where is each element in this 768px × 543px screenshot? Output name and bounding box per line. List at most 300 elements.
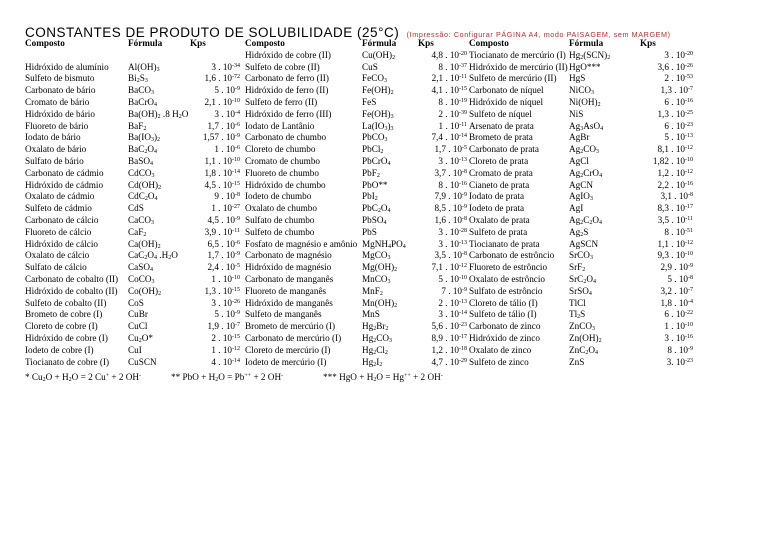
table-row <box>469 121 693 133</box>
ksp-value: 8 . $10^{-19}$ <box>438 96 467 107</box>
ksp-value: 2 . $10^{-39}$ <box>438 108 467 119</box>
compound-formula: $SrC_2O_4$ <box>569 273 596 285</box>
compound-name: Fluoreto de cálcio <box>25 226 92 237</box>
compound-formula: SrF$_2$ <box>569 262 586 274</box>
compound-name: Oxalato de cálcio <box>25 250 90 261</box>
table-row <box>245 73 467 85</box>
ksp-value: 3,1 . $10^{-8}$ <box>660 191 693 202</box>
compound-name: Sulfato de bário <box>25 155 84 166</box>
compound-name: Sulfeto de manganês <box>245 309 322 320</box>
compound-name: Carbonato de manganês <box>245 273 334 284</box>
table-row <box>469 73 693 85</box>
table-row <box>245 156 467 168</box>
table-row <box>469 180 693 192</box>
compound-name: Fluoreto de manganês <box>245 285 327 296</box>
compound-name: Sulfato de chumbo <box>245 214 315 225</box>
compound-name: Brometo de mercúrio (I) <box>245 321 336 332</box>
ksp-value: 1 . $10^{-27}$ <box>211 203 240 214</box>
compound-name: Iodeto de mercúrio (I) <box>245 356 327 367</box>
compound-name: Carbonato de estrôncio <box>469 250 555 261</box>
table-row <box>245 227 467 239</box>
ksp-value: 5 . $10^{-10}$ <box>438 273 467 284</box>
table-row <box>25 156 240 168</box>
ksp-value: 1,8 . $10^{-4}$ <box>660 297 693 308</box>
ksp-value: 1 . $10^{-6}$ <box>214 144 240 155</box>
compound-name: Hidróxido de cálcio <box>25 238 98 249</box>
ksp-value: 8 . $10^{-37}$ <box>438 61 467 72</box>
ksp-value: 2,1 . $10^{-10}$ <box>204 96 240 107</box>
compound-name: Sulfeto de bismuto <box>25 73 95 84</box>
ksp-value: 3,9 . $10^{-11}$ <box>204 226 240 237</box>
compound-name: Hidróxido de ferro (II) <box>245 85 329 96</box>
compound-formula: CoCO$_3$ <box>128 273 155 285</box>
compound-name: Iodeto de cobre (I) <box>25 344 94 355</box>
table-row <box>245 50 467 62</box>
compound-name: Cloreto de mercúrio (I) <box>245 344 331 355</box>
compound-name: Oxalato de cádmio <box>25 191 95 202</box>
compound-formula: $Ca(OH)_2$ <box>128 238 161 250</box>
ksp-value: 1,7 . $10^{-6}$ <box>207 120 240 131</box>
compound-name: Sulfeto de níquel <box>469 108 532 119</box>
ksp-value: 1,6 . $10^{-8}$ <box>434 214 467 225</box>
compound-name: Oxalato de chumbo <box>245 203 317 214</box>
table-row <box>469 227 693 239</box>
table-row <box>469 298 693 310</box>
compound-formula: MgCO$_3$ <box>362 250 391 262</box>
ksp-value: 1 . $10^{-10}$ <box>664 321 693 332</box>
header-formula: Fórmula <box>128 38 163 48</box>
footnote-hgo: *** HgO + $H_2O = Hg^{++} + 2$ OH- <box>323 372 443 383</box>
compound-name: Sulfeto de cobalto (II) <box>25 297 107 308</box>
compound-formula: PbCrO$_4$ <box>362 155 391 167</box>
ksp-value: 4,5 . $10^{-15}$ <box>204 179 240 190</box>
ksp-value: 3 . $10^{-28}$ <box>438 226 467 237</box>
compound-name: Hidróxido de cobre (I) <box>25 332 108 343</box>
compound-formula: ZnS <box>569 356 585 367</box>
compound-formula: MnCO$_3$ <box>362 273 391 285</box>
compound-name: Carbonato de ferro (II) <box>245 73 329 84</box>
ksp-value: 3. $10^{-23}$ <box>666 356 693 367</box>
compound-formula: $Hg_2(SCN)_2$ <box>569 49 611 61</box>
table-row <box>25 50 240 62</box>
ksp-value: 1,3 . $10^{-25}$ <box>657 108 693 119</box>
compound-name: Oxalato de bário <box>25 144 87 155</box>
compound-name: Carbonato de cádmio <box>25 167 104 178</box>
compound-name: Hidróxido de zinco <box>469 332 540 343</box>
ksp-value: 1,1 . $10^{-10}$ <box>204 155 240 166</box>
table-row <box>469 262 693 274</box>
compound-name: Arsenato de prata <box>469 120 534 131</box>
compound-name: Sulfeto de cobre (II) <box>245 61 320 72</box>
compound-name: Hidróxido de mercúrio (II) <box>469 61 568 72</box>
compound-name: Sulfeto de tálio (I) <box>469 309 537 320</box>
compound-formula: PbF$_2$ <box>362 167 380 179</box>
table-row <box>25 85 240 97</box>
table-row <box>469 203 693 215</box>
ksp-value: 3,6 . $10^{-26}$ <box>657 61 693 72</box>
ksp-value: 8,9 . $10^{-17}$ <box>431 332 467 343</box>
ksp-value: 8 . $10^{-9}$ <box>667 344 693 355</box>
table-row <box>25 274 240 286</box>
compound-name: Hidróxido de chumbo <box>245 179 326 190</box>
table-header-row <box>245 38 467 50</box>
compound-name: Iodato de Lantânio <box>245 120 315 131</box>
compound-name: Iodato de prata <box>469 191 525 202</box>
ksp-value: 7,9 . $10^{-9}$ <box>434 191 467 202</box>
ksp-value: 6,5 . $10^{-6}$ <box>207 238 240 249</box>
compound-name: Cloreto de prata <box>469 155 529 166</box>
ksp-value: 2,2 . $10^{-16}$ <box>657 179 693 190</box>
compound-name: Cromato de bário <box>25 96 90 107</box>
ksp-value: 2 . $10^{-13}$ <box>438 297 467 308</box>
compound-name: Cianeto de prata <box>469 179 530 190</box>
ksp-value: 3 . $10^{-16}$ <box>664 332 693 343</box>
compound-name: Carbonato de níquel <box>469 85 544 96</box>
ksp-value: 7,1 . $10^{-12}$ <box>431 262 467 273</box>
table-row <box>245 132 467 144</box>
table-row <box>469 97 693 109</box>
compound-name: Fluoreto de chumbo <box>245 167 319 178</box>
ksp-value: 8,3 . $10^{-17}$ <box>657 203 693 214</box>
ksp-value: 9 . $10^{-8}$ <box>214 191 240 202</box>
ksp-value: 1 . $10^{-10}$ <box>211 273 240 284</box>
ksp-value: 9,3 . $10^{-10}$ <box>657 250 693 261</box>
compound-formula: CaSO$_4$ <box>128 262 153 274</box>
ksp-value: 4,8 . $10^{-20}$ <box>431 49 467 60</box>
compound-name: Carbonato de bário <box>25 85 96 96</box>
compound-name: Hidróxido de cobre (II) <box>245 49 331 60</box>
compound-formula: $MgNH_4PO_4$ <box>362 238 406 250</box>
table-row <box>245 274 467 286</box>
compound-formula: BaCO$_3$ <box>128 85 154 97</box>
compound-formula: $Bi_2S_3$ <box>128 73 148 85</box>
compound-name: Sulfeto de ferro (II) <box>245 96 318 107</box>
table-row <box>469 321 693 333</box>
compound-formula: BaCrO$_4$ <box>128 96 158 108</box>
table-row <box>245 85 467 97</box>
ksp-table-col-2 <box>245 38 467 368</box>
ksp-value: 5 . $10^{-9}$ <box>214 309 240 320</box>
compound-name: Hidróxido de manganês <box>245 297 333 308</box>
compound-formula: $Fe(OH)_2$ <box>362 85 394 97</box>
ksp-value: 6 . $10^{-22}$ <box>664 309 693 320</box>
compound-name: Carbonato de prata <box>469 144 539 155</box>
ksp-value: 2,4 . $10^{-5}$ <box>207 262 240 273</box>
compound-formula: CaF$_2$ <box>128 226 147 238</box>
compound-formula: PbSO$_4$ <box>362 214 387 226</box>
compound-formula: PbI$_2$ <box>362 191 378 203</box>
compound-formula: $Ag_2CrO_4$ <box>569 167 603 179</box>
compound-formula: CuI <box>128 344 142 355</box>
compound-formula: $Cd(OH)_2$ <box>128 179 162 191</box>
ksp-value: 4,7 . $10^{-29}$ <box>431 356 467 367</box>
compound-formula: CuBr <box>128 309 148 320</box>
compound-formula: $Tl_2S$ <box>569 309 586 321</box>
ksp-value: 1 . $10^{-12}$ <box>211 344 240 355</box>
table-row <box>245 62 467 74</box>
table-row <box>469 191 693 203</box>
table-row <box>245 180 467 192</box>
table-row <box>25 298 240 310</box>
table-row <box>245 345 467 357</box>
title-main: CONSTANTES DE PRODUTO DE SOLUBILIDADE (25°C) <box>25 25 400 40</box>
compound-name: Fluoreto de estrôncio <box>469 262 548 273</box>
compound-name: Hidróxido de cádmio <box>25 179 104 190</box>
compound-formula: HgO*** <box>569 61 601 72</box>
compound-formula: TlCl <box>569 297 586 308</box>
compound-formula: $Ba(IO_3)_2$ <box>128 132 161 144</box>
compound-formula: $CdC_2O_4$ <box>128 191 158 203</box>
table-row <box>469 109 693 121</box>
ksp-value: 3,7 . $10^{-8}$ <box>434 167 467 178</box>
compound-formula: CuS <box>362 61 378 72</box>
ksp-value: 5 . $10^{-13}$ <box>664 132 693 143</box>
table-row <box>25 309 240 321</box>
ksp-value: 4,5 . $10^{-9}$ <box>207 214 240 225</box>
compound-formula: CuCl <box>128 321 148 332</box>
table-row <box>25 286 240 298</box>
compound-formula: $Mn(OH)_2$ <box>362 297 398 309</box>
compound-name: Carbonato de chumbo <box>245 132 327 143</box>
table-row <box>469 239 693 251</box>
compound-name: Oxalato de estrôncio <box>469 273 546 284</box>
table-row <box>469 286 693 298</box>
ksp-value: 1,8 . $10^{-14}$ <box>204 167 240 178</box>
header-ksp: Kps <box>418 38 434 48</box>
table-header-row <box>25 38 240 50</box>
compound-formula: $Fe(OH)_3$ <box>362 108 394 120</box>
table-row <box>469 215 693 227</box>
table-row <box>25 250 240 262</box>
compound-formula: FeS <box>362 96 377 107</box>
print-instructions: (Impressão: Configurar PÁGINA A4, modo PAISAGEM, sem MARGEM) <box>406 30 671 39</box>
header-compound: Composto <box>469 38 509 48</box>
ksp-value: 3 . $10^{-13}$ <box>438 238 467 249</box>
table-row <box>25 132 240 144</box>
ksp-table-col-1 <box>25 38 240 368</box>
compound-name: Brometo de cobre (I) <box>25 309 103 320</box>
compound-name: Cloreto de tálio (I) <box>469 297 538 308</box>
compound-formula: $Hg_2Cl_2$ <box>362 344 388 356</box>
table-row <box>469 156 693 168</box>
compound-formula: CdS <box>128 203 144 214</box>
compound-formula: CoS <box>128 297 144 308</box>
ksp-value: 1,3 . $10^{-15}$ <box>204 285 240 296</box>
compound-formula: PbCl$_2$ <box>362 144 384 156</box>
table-row <box>245 144 467 156</box>
ksp-value: 1,6 . $10^{-72}$ <box>204 73 240 84</box>
compound-name: Iodeto de prata <box>469 203 525 214</box>
ksp-value: 1 . $10^{-11}$ <box>438 120 467 131</box>
table-row <box>245 203 467 215</box>
table-row <box>25 121 240 133</box>
ksp-value: 3 . $10^{-4}$ <box>214 108 240 119</box>
compound-formula: $Cu_2O*$ <box>128 332 153 344</box>
compound-formula: $La(IO_3)_3$ <box>362 120 394 132</box>
table-row <box>469 309 693 321</box>
table-row <box>245 298 467 310</box>
ksp-table-col-3 <box>469 38 693 368</box>
compound-formula: BaSO$_4$ <box>128 155 153 167</box>
ksp-value: 1,9 . $10^{-7}$ <box>207 321 240 332</box>
header-compound: Composto <box>245 38 285 48</box>
table-row <box>25 321 240 333</box>
compound-formula: $Ag_2S$ <box>569 226 589 238</box>
header-ksp: Kps <box>640 38 656 48</box>
compound-name: Tiocianato de cobre (I) <box>25 356 110 367</box>
compound-name: Carbonato de cálcio <box>25 214 99 225</box>
ksp-value: 2,1 . $10^{-11}$ <box>431 73 467 84</box>
compound-formula: SrSO$_4$ <box>569 285 592 297</box>
compound-formula: NiCO$_3$ <box>569 85 594 97</box>
compound-name: Sulfeto de chumbo <box>245 226 315 237</box>
compound-name: Brometo de prata <box>469 132 533 143</box>
compound-name: Tiocianato de prata <box>469 238 540 249</box>
compound-formula: AgI <box>569 203 584 214</box>
compound-name: Iodeto de chumbo <box>245 191 312 202</box>
compound-name: Cloreto de chumbo <box>245 144 316 155</box>
table-row <box>245 168 467 180</box>
ksp-value: 4 . $10^{-14}$ <box>211 356 240 367</box>
compound-formula: MnF$_2$ <box>362 285 383 297</box>
compound-formula: $BaC_2O_4$ <box>128 144 157 156</box>
ksp-value: 1,82 . $10^{-10}$ <box>652 155 693 166</box>
table-row <box>245 250 467 262</box>
table-row <box>469 144 693 156</box>
compound-name <box>25 50 128 62</box>
footnotes <box>25 372 443 383</box>
ksp-value: 2,9 . $10^{-9}$ <box>660 262 693 273</box>
compound-formula: $Zn(OH)_2$ <box>569 332 602 344</box>
compound-name: Fosfato de magnésio e amônio <box>245 238 358 249</box>
ksp-value: 1,3 . $10^{-7}$ <box>660 85 693 96</box>
ksp-value: 1,2 . $10^{-12}$ <box>657 167 693 178</box>
header-formula: Fórmula <box>362 38 397 48</box>
ksp-value: 7 . $10^{-9}$ <box>441 285 467 296</box>
ksp-value: 3 . $10^{-34}$ <box>211 61 240 72</box>
table-row <box>469 333 693 345</box>
header-formula: Fórmula <box>569 38 604 48</box>
table-row <box>25 215 240 227</box>
compound-formula: AgBr <box>569 132 590 143</box>
ksp-value: 6 . $10^{-16}$ <box>664 96 693 107</box>
footnote-pbo: ** PbO + $H_2O = Pb^{++} + 2$ OH- <box>171 372 284 383</box>
table-row <box>469 85 693 97</box>
compound-name: Oxalato de zinco <box>469 344 532 355</box>
compound-formula: HgS <box>569 73 586 84</box>
ksp-value: 3 . $10^{-26}$ <box>211 297 240 308</box>
compound-name: Sulfeto de mercúrio (II) <box>469 73 557 84</box>
ksp-value: 3 . $10^{-20}$ <box>664 49 693 60</box>
ksp-value: 3,5 . $10^{-8}$ <box>434 250 467 261</box>
compound-name: Cloreto de cobre (I) <box>25 321 98 332</box>
compound-name: Sulfato de cálcio <box>25 262 87 273</box>
table-row <box>245 309 467 321</box>
compound-name: Sulfeto de zinco <box>469 356 529 367</box>
compound-formula: $Ag_3AsO_4$ <box>569 120 604 132</box>
footnote-cu2o: * $Cu_2O + H_2O = 2$ Cu+ + 2 OH- <box>25 372 142 383</box>
compound-name: Sulfeto de prata <box>469 226 528 237</box>
compound-formula: $Hg_2Br_2$ <box>362 321 389 333</box>
compound-formula: $PbC_2O_4$ <box>362 203 391 215</box>
compound-name: Cromato de prata <box>469 167 533 178</box>
ksp-value: 1,57 . $10^{-9}$ <box>202 132 240 143</box>
table-row <box>25 203 240 215</box>
compound-name: Fluoreto de bário <box>25 120 89 131</box>
compound-formula: $Ba(OH)_2$ .8 $H_2O$ <box>128 108 189 120</box>
compound-name: Tiocianato de mercúrio (I) <box>469 49 566 60</box>
ksp-value: 5 . $10^{-9}$ <box>214 85 240 96</box>
table-row <box>245 97 467 109</box>
table-row <box>25 333 240 345</box>
table-row <box>245 109 467 121</box>
compound-formula <box>128 50 190 62</box>
table-row <box>469 168 693 180</box>
table-row <box>245 215 467 227</box>
ksp-value: 6 . $10^{-23}$ <box>664 120 693 131</box>
ksp-value: 1,1 . $10^{-12}$ <box>657 238 693 249</box>
compound-formula: $Hg_2CO_3$ <box>362 332 392 344</box>
ksp-value: 1,2 . $10^{-18}$ <box>431 344 467 355</box>
compound-name: Carbonato de mercúrio (I) <box>245 332 342 343</box>
compound-formula: $CaC_2O_4$ $.H_2O$ <box>128 250 178 262</box>
compound-formula: AgIO$_3$ <box>569 191 593 203</box>
compound-name: Hidróxido de alumínio <box>25 61 109 72</box>
compound-formula: $Hg_2I_2$ <box>362 356 383 368</box>
compound-name: Carbonato de cobalto (II) <box>25 273 119 284</box>
header-ksp: Kps <box>190 38 206 48</box>
ksp-value: 8 . $10^{-16}$ <box>438 179 467 190</box>
ksp-value: 8,5 . $10^{-9}$ <box>434 203 467 214</box>
table-row <box>25 144 240 156</box>
ksp-value: 3 . $10^{-14}$ <box>438 309 467 320</box>
ksp-value: 4,1 . $10^{-15}$ <box>431 85 467 96</box>
compound-formula: NiS <box>569 108 584 119</box>
table-row <box>469 132 693 144</box>
compound-formula: $Mg(OH)_2$ <box>362 262 398 274</box>
compound-name: Hidróxido de cobalto (II) <box>25 285 118 296</box>
ksp-value: 7,4 . $10^{-14}$ <box>431 132 467 143</box>
header-compound: Composto <box>25 38 65 48</box>
compound-formula: $Ag_2CO_3$ <box>569 144 599 156</box>
table-row <box>245 262 467 274</box>
compound-formula: FeCO$_3$ <box>362 73 387 85</box>
table-row <box>469 62 693 74</box>
compound-name: Hidróxido de magnésio <box>245 262 332 273</box>
ksp-value: 1,7 . $10^{-9}$ <box>207 250 240 261</box>
ksp-value: 2 . $10^{-53}$ <box>664 73 693 84</box>
ksp-value: 2 . $10^{-15}$ <box>211 332 240 343</box>
compound-formula: AgCN <box>569 179 593 190</box>
compound-formula: PbO** <box>362 179 388 190</box>
ksp-value: 8,1 . $10^{-12}$ <box>657 144 693 155</box>
table-row <box>25 345 240 357</box>
table-header-row <box>469 38 693 50</box>
ksp-value: 8 . $10^{-51}$ <box>664 226 693 237</box>
compound-formula: PbCO$_3$ <box>362 132 388 144</box>
ksp-value: 5,6 . $10^{-23}$ <box>431 321 467 332</box>
compound-name: Carbonato de zinco <box>469 321 541 332</box>
table-row <box>245 333 467 345</box>
table-row <box>25 239 240 251</box>
compound-formula: $Ag_2C_2O_4$ <box>569 214 603 226</box>
table-row <box>25 357 240 369</box>
compound-name: Hidróxido de ferro (III) <box>245 108 332 119</box>
table-row <box>469 250 693 262</box>
table-row <box>245 357 467 369</box>
compound-name: Cromato de chumbo <box>245 155 321 166</box>
ksp-value: 3,5 . $10^{-11}$ <box>657 214 693 225</box>
